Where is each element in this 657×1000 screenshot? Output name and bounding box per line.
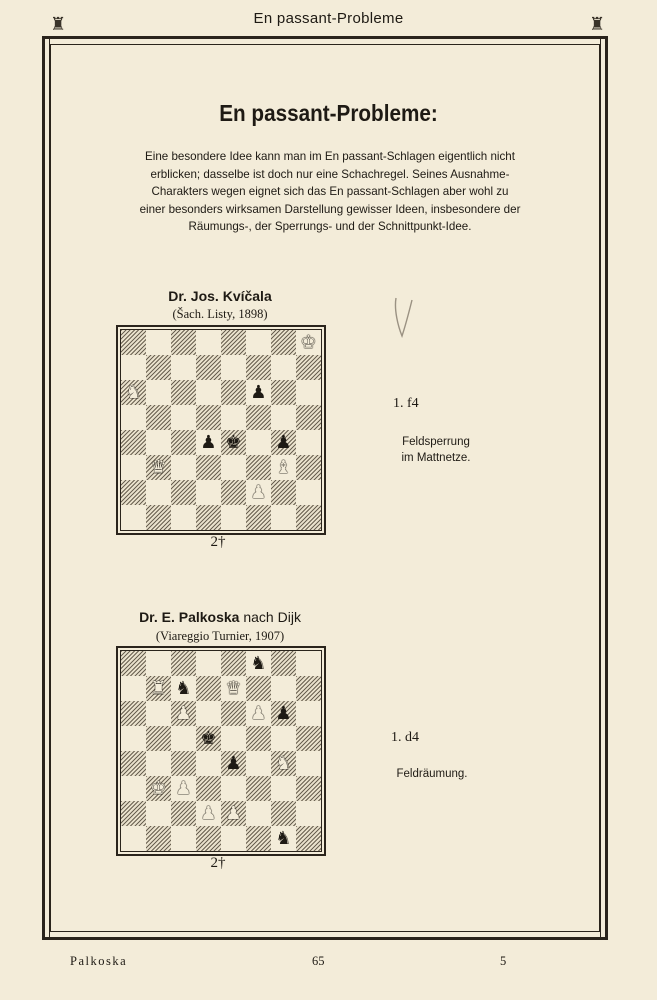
square-c4 [171, 430, 196, 455]
square-g2 [271, 801, 296, 826]
problem-2-author [110, 609, 330, 625]
chess-board-problem-2 [116, 646, 326, 856]
square-b5 [146, 726, 171, 751]
square-h7 [296, 676, 321, 701]
black-knight-icon: ♞ [250, 652, 267, 674]
square-h3 [296, 455, 321, 480]
square-g6 [271, 701, 296, 726]
problem-1-solution: 1. f4 [393, 396, 419, 411]
square-a2 [121, 801, 146, 826]
square-d8 [196, 651, 221, 676]
square-e4 [221, 430, 246, 455]
square-b4 [146, 751, 171, 776]
square-f7 [246, 676, 271, 701]
square-d4 [196, 430, 221, 455]
square-d2 [196, 801, 221, 826]
problem-1-author [110, 288, 330, 304]
square-g1 [271, 826, 296, 851]
square-h1 [296, 826, 321, 851]
square-g8 [271, 651, 296, 676]
white-knight-icon: ♞ [125, 381, 142, 403]
square-h8 [296, 651, 321, 676]
square-d1 [196, 505, 221, 530]
square-c4 [171, 751, 196, 776]
square-e3 [221, 776, 246, 801]
square-d5 [196, 405, 221, 430]
square-f1 [246, 505, 271, 530]
square-c6 [171, 701, 196, 726]
square-g2 [271, 480, 296, 505]
square-f6 [246, 701, 271, 726]
white-king-icon: ♚ [150, 777, 167, 799]
square-b6 [146, 701, 171, 726]
square-b3 [146, 455, 171, 480]
square-h2 [296, 801, 321, 826]
square-c6 [171, 380, 196, 405]
frame-post-right [600, 36, 608, 940]
square-c3 [171, 455, 196, 480]
square-g3 [271, 455, 296, 480]
black-pawn-icon: ♟ [200, 431, 217, 453]
square-b5 [146, 405, 171, 430]
black-pawn-icon: ♟ [250, 381, 267, 403]
problem-2-solution: 1. d4 [391, 730, 419, 745]
white-pawn-icon: ♟ [250, 481, 267, 503]
square-f3 [246, 455, 271, 480]
running-head: En passant-Probleme [253, 10, 404, 27]
problem-2-comment [372, 766, 492, 782]
frame-post-left [42, 36, 50, 940]
black-knight-icon: ♞ [275, 827, 292, 849]
square-a7 [121, 676, 146, 701]
black-pawn-icon: ♟ [275, 702, 292, 724]
square-g7 [271, 355, 296, 380]
square-e8 [221, 330, 246, 355]
square-f5 [246, 726, 271, 751]
pillar-ornament-right-icon: ♜ [589, 14, 606, 34]
intro-line: Charakters wegen eignet sich das En passant-Schlagen aber wohl zu [151, 185, 509, 198]
square-g6 [271, 380, 296, 405]
square-h7 [296, 355, 321, 380]
footer-signature: 5 [500, 954, 507, 968]
white-bishop-icon: ♝ [275, 456, 292, 478]
square-d3 [196, 455, 221, 480]
black-pawn-icon: ♟ [225, 752, 242, 774]
square-h5 [296, 726, 321, 751]
square-c7 [171, 676, 196, 701]
square-f4 [246, 751, 271, 776]
square-h1 [296, 505, 321, 530]
chess-board-problem-1 [116, 325, 326, 535]
square-h4 [296, 430, 321, 455]
intro-line: erblicken; dasselbe ist doch nur eine Schachregel. Seines Ausnahme- [150, 167, 510, 181]
pencil-mark-icon [392, 296, 414, 338]
square-a1 [121, 505, 146, 530]
problem-1-stipulation: 2† [210, 534, 226, 550]
square-g5 [271, 405, 296, 430]
square-b1 [146, 505, 171, 530]
square-e1 [221, 505, 246, 530]
white-king-icon: ♚ [300, 331, 317, 353]
square-c3 [171, 776, 196, 801]
square-a8 [121, 651, 146, 676]
author-name: Dr. Jos. Kvíčala [168, 288, 272, 304]
white-rook-icon: ♜ [150, 677, 167, 699]
square-d8 [196, 330, 221, 355]
white-pawn-icon: ♟ [225, 802, 242, 824]
square-c5 [171, 726, 196, 751]
square-f5 [246, 405, 271, 430]
square-e5 [221, 405, 246, 430]
problem-1-comment [376, 434, 496, 466]
square-b7 [146, 676, 171, 701]
comment-line: im Mattnetze. [401, 452, 471, 464]
square-a7 [121, 355, 146, 380]
square-f3 [246, 776, 271, 801]
square-e1 [221, 826, 246, 851]
square-b2 [146, 480, 171, 505]
intro-paragraph [112, 148, 548, 236]
square-f6 [246, 380, 271, 405]
square-a6 [121, 701, 146, 726]
intro-line: Eine besondere Idee kann man im En passant-Schlagen eigentlich nicht [145, 150, 515, 163]
square-d5 [196, 726, 221, 751]
square-h2 [296, 480, 321, 505]
square-c7 [171, 355, 196, 380]
square-d1 [196, 826, 221, 851]
white-queen-icon: ♛ [150, 456, 167, 478]
author-suffix: nach Dijk [239, 609, 301, 625]
square-a2 [121, 480, 146, 505]
footer-page-number: 65 [312, 954, 325, 968]
square-e3 [221, 455, 246, 480]
square-a6 [121, 380, 146, 405]
square-g4 [271, 430, 296, 455]
square-d7 [196, 676, 221, 701]
white-pawn-icon: ♟ [175, 777, 192, 799]
square-e7 [221, 355, 246, 380]
square-a4 [121, 751, 146, 776]
square-c5 [171, 405, 196, 430]
square-c8 [171, 330, 196, 355]
square-c2 [171, 480, 196, 505]
square-b3 [146, 776, 171, 801]
square-h6 [296, 701, 321, 726]
square-a3 [121, 776, 146, 801]
square-b1 [146, 826, 171, 851]
problem-2-source: (Viareggio Turnier, 1907) [155, 629, 285, 643]
square-h6 [296, 380, 321, 405]
square-b7 [146, 355, 171, 380]
author-name: Dr. E. Palkoska [139, 609, 240, 625]
square-f2 [246, 480, 271, 505]
intro-line: einer besonders wirksamen Darstellung gewisser Ideen, insbesondere der [139, 202, 521, 216]
footer-author: Palkoska [70, 954, 128, 968]
square-d4 [196, 751, 221, 776]
square-d6 [196, 380, 221, 405]
square-h8 [296, 330, 321, 355]
square-e8 [221, 651, 246, 676]
black-king-icon: ♚ [225, 431, 242, 453]
square-f1 [246, 826, 271, 851]
square-d2 [196, 480, 221, 505]
square-b8 [146, 330, 171, 355]
square-a5 [121, 405, 146, 430]
square-c2 [171, 801, 196, 826]
square-e6 [221, 380, 246, 405]
square-e4 [221, 751, 246, 776]
white-pawn-icon: ♟ [175, 702, 192, 724]
black-king-icon: ♚ [200, 727, 217, 749]
comment-line: Feldräumung. [396, 768, 468, 780]
square-f4 [246, 430, 271, 455]
problem-2-stipulation: 2† [210, 855, 226, 871]
square-g3 [271, 776, 296, 801]
square-g5 [271, 726, 296, 751]
white-pawn-icon: ♟ [250, 702, 267, 724]
black-pawn-icon: ♟ [275, 431, 292, 453]
square-e6 [221, 701, 246, 726]
square-a8 [121, 330, 146, 355]
comment-line: Feldsperrung [402, 436, 470, 448]
pillar-ornament-left-icon: ♜ [50, 14, 67, 34]
square-g4 [271, 751, 296, 776]
square-d6 [196, 701, 221, 726]
page-title: En passant-Probleme: [219, 100, 438, 126]
square-c1 [171, 505, 196, 530]
square-c8 [171, 651, 196, 676]
square-e2 [221, 480, 246, 505]
square-b8 [146, 651, 171, 676]
white-pawn-icon: ♟ [200, 802, 217, 824]
square-g8 [271, 330, 296, 355]
square-d7 [196, 355, 221, 380]
square-h4 [296, 751, 321, 776]
square-b2 [146, 801, 171, 826]
square-a5 [121, 726, 146, 751]
black-knight-icon: ♞ [175, 677, 192, 699]
square-h3 [296, 776, 321, 801]
square-f8 [246, 330, 271, 355]
square-b6 [146, 380, 171, 405]
square-c1 [171, 826, 196, 851]
board-grid [121, 330, 321, 530]
square-f2 [246, 801, 271, 826]
square-d3 [196, 776, 221, 801]
square-e2 [221, 801, 246, 826]
square-e5 [221, 726, 246, 751]
square-f7 [246, 355, 271, 380]
square-e7 [221, 676, 246, 701]
intro-line: Räumungs-, der Sperrungs- und der Schnittpunkt-Idee. [188, 220, 472, 233]
square-a1 [121, 826, 146, 851]
problem-1-source: (Šach. Listy, 1898) [172, 307, 268, 321]
square-f8 [246, 651, 271, 676]
square-a4 [121, 430, 146, 455]
square-b4 [146, 430, 171, 455]
white-knight-icon: ♞ [275, 752, 292, 774]
white-queen-icon: ♛ [225, 677, 242, 699]
square-h5 [296, 405, 321, 430]
square-g1 [271, 505, 296, 530]
square-a3 [121, 455, 146, 480]
square-g7 [271, 676, 296, 701]
board-grid [121, 651, 321, 851]
